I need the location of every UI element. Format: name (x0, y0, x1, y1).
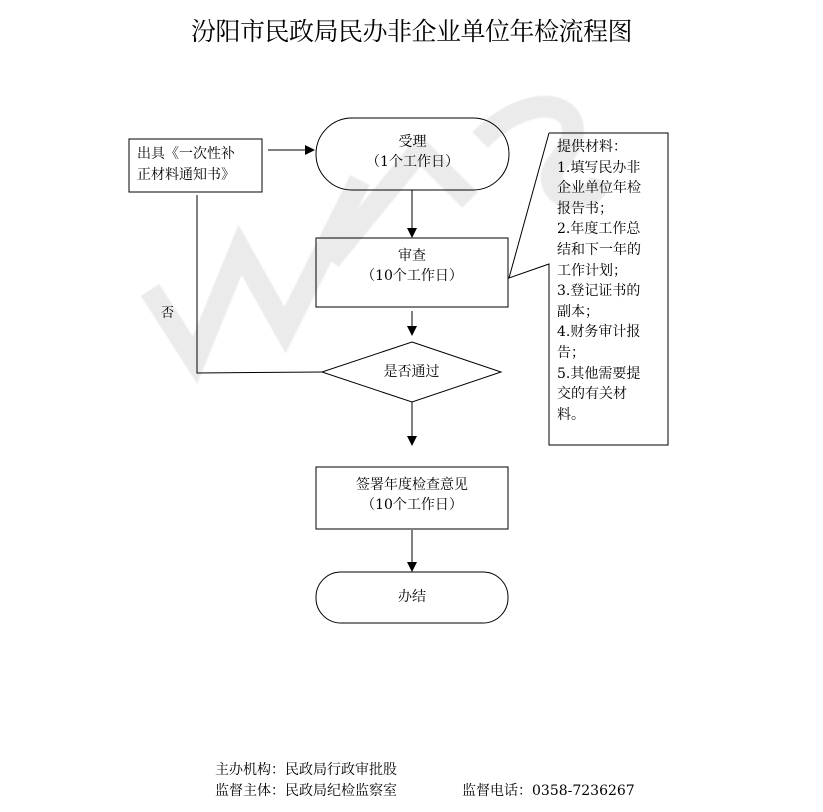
footer-supervisor (215, 780, 397, 800)
materials-line: 副本； (557, 303, 599, 320)
materials-line: 交的有关材 (557, 386, 627, 403)
notice-line-1: 出具《一次性补 (137, 146, 235, 162)
footer-host (215, 759, 397, 779)
page-title: 汾阳市民政局民办非企业单位年检流程图 (190, 17, 632, 46)
footer-supervisor-value: 民政局纪检监察室 (285, 783, 397, 799)
accept-node (316, 120, 509, 188)
footer-host-value: 民政局行政审批股 (285, 762, 397, 778)
materials-line: 告； (557, 344, 585, 361)
materials-line: 结和下一年的 (557, 241, 641, 258)
footer-phone-value: 0358-7236267 (532, 783, 635, 799)
accept-duration: （1个工作日） (366, 154, 459, 170)
materials-line: 3.登记证书的 (557, 283, 641, 300)
footer-phone-label: 监督电话： (462, 783, 532, 799)
materials-line: 工作计划； (557, 262, 627, 279)
materials-line: 4.财务审计报 (557, 324, 641, 341)
accept-label: 受理 (398, 134, 427, 150)
materials-line: 料。 (557, 406, 585, 423)
footer-supervisor-label: 监督主体： (215, 783, 285, 799)
materials-line: 提供材料： (557, 139, 627, 155)
sign-node (316, 467, 508, 519)
notice-line-2: 正材料通知书》 (137, 167, 235, 183)
decision-label: 是否通过 (383, 364, 440, 380)
finish-node (316, 572, 508, 621)
materials-list (557, 137, 665, 425)
review-node (316, 238, 508, 294)
materials-line: 1.填写民办非 (557, 159, 641, 176)
materials-line: 企业单位年检 (557, 180, 641, 197)
decision-node (322, 342, 501, 402)
footer-phone (462, 780, 635, 800)
materials-line: 报告书； (557, 200, 613, 217)
footer-host-label: 主办机构： (215, 762, 285, 778)
sign-duration: （10个工作日） (361, 497, 463, 513)
review-label: 审查 (398, 248, 426, 264)
review-duration: （10个工作日） (361, 268, 463, 284)
no-branch-label: 否 (161, 306, 175, 321)
notice-text (129, 139, 262, 192)
finish-label: 办结 (398, 588, 426, 605)
sign-label: 签署年度检查意见 (356, 477, 468, 493)
materials-line: 5.其他需要提 (557, 365, 641, 382)
materials-line: 2.年度工作总 (557, 221, 641, 238)
